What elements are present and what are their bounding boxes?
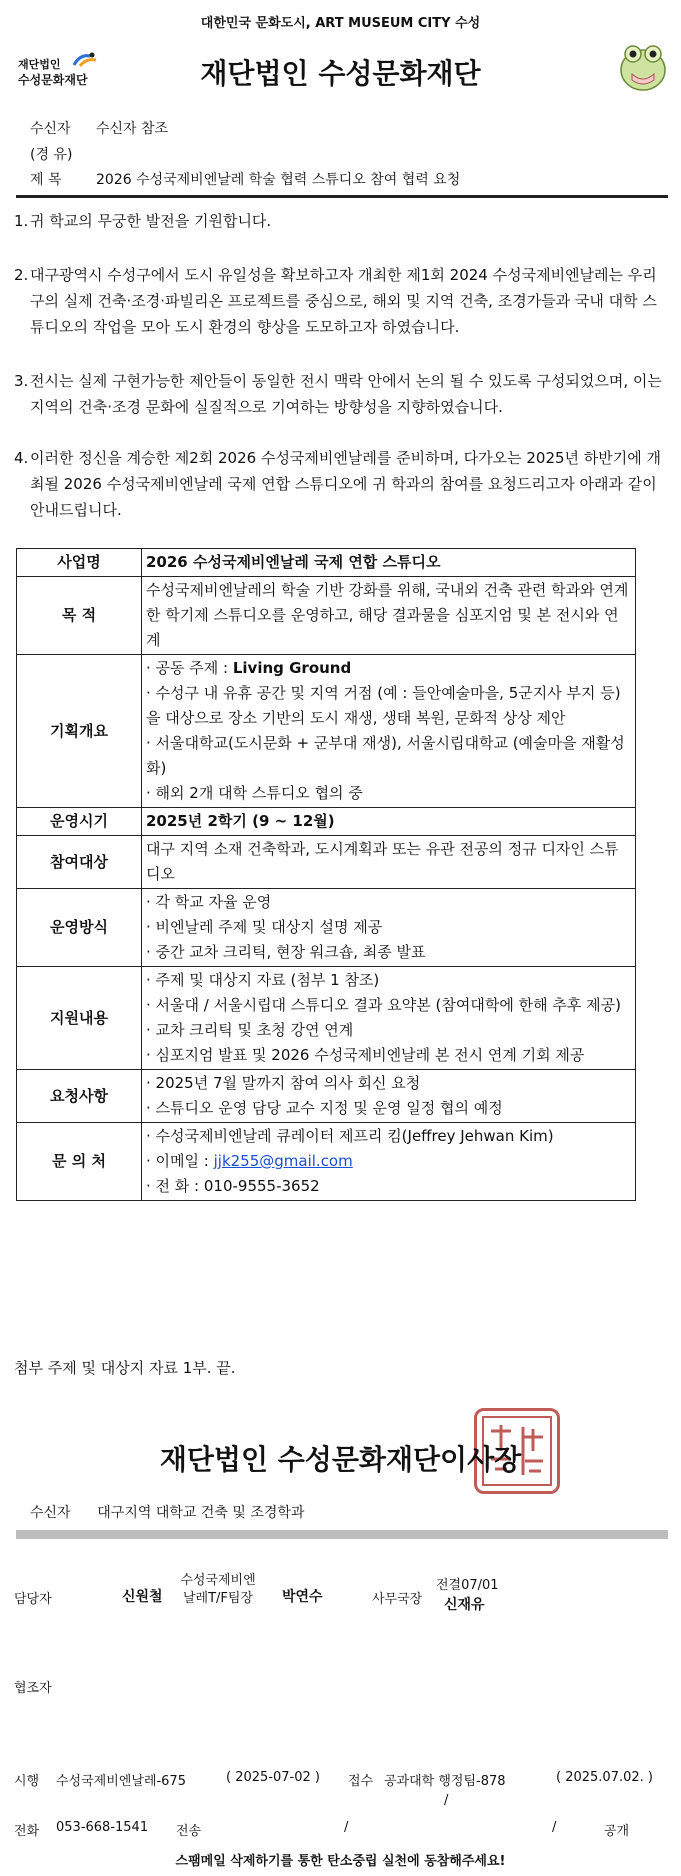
list-item: · 해외 2개 대학 스튜디오 협의 중	[146, 784, 363, 802]
list-item: · 수성국제비엔날레 큐레이터 제프리 킴(Jeffrey Jehwan Kim)	[146, 1127, 554, 1145]
receipt-number: 공과대학 행정팀-878	[384, 1774, 506, 1789]
list-item: · 중간 교차 크리틱, 현장 워크숍, 최종 발표	[146, 943, 426, 961]
period-label: 운영시기	[17, 808, 142, 836]
period-value: 2025년 2학기 (9 ~ 12월)	[142, 808, 636, 836]
campaign-note: 스팸메일 삭제하기를 통한 탄소중립 실천에 동참해주세요!	[175, 1854, 506, 1869]
doc-label: 시행	[14, 1774, 40, 1789]
list-item: · 전 화 : 010-9555-3652	[146, 1177, 320, 1195]
paragraph-2	[14, 262, 664, 340]
paragraph-number: 3.	[14, 372, 29, 390]
list-item: · 주제 및 대상지 자료 (첨부 1 참조)	[146, 971, 380, 989]
director-label: 사무국장	[372, 1592, 423, 1607]
public-label: 공개	[604, 1824, 630, 1839]
subject-value: 2026 수성국제비엔날레 학술 협력 스튜디오 참여 협력 요청	[96, 172, 461, 188]
paragraph-number: 1.	[14, 212, 29, 230]
slash: /	[444, 1793, 449, 1808]
list-item: · 심포지엄 발표 및 2026 수성국제비엔날레 본 전시 연계 기회 제공	[146, 1046, 585, 1064]
paragraph-text: 귀 학교의 무궁한 발전을 기원합니다.	[30, 212, 272, 230]
drafter-label: 담당자	[14, 1592, 52, 1607]
slash: /	[344, 1820, 349, 1835]
ceo-title: 재단법인 수성문화재단이사장	[159, 1443, 522, 1476]
table-row	[17, 549, 636, 577]
project-value: 2026 수성국제비엔날레 국제 연합 스튜디오	[142, 549, 636, 577]
project-label: 사업명	[17, 549, 142, 577]
director-note: 전결07/01	[436, 1578, 499, 1593]
paragraph-number: 4.	[14, 449, 29, 467]
logo-text-line2: 수성문화재단	[18, 73, 88, 87]
target-label: 참여대상	[17, 836, 142, 889]
attachment-note: 첨부 주제 및 대상지 자료 1부. 끝.	[14, 1359, 236, 1377]
doc-date: ( 2025-07-02 )	[226, 1770, 320, 1785]
list-item	[146, 656, 632, 681]
list-item: · 서울대학교(도시문화 + 군부대 재생), 서울시립대학교 (예술마을 재활성화)	[146, 734, 625, 777]
team-label	[178, 1572, 258, 1608]
plan-theme: Living Ground	[232, 659, 352, 677]
contact-label: 문 의 처	[17, 1123, 142, 1201]
slash: /	[552, 1820, 557, 1835]
list-item	[146, 1149, 632, 1174]
team-label-line1: 수성국제비엔	[180, 1573, 256, 1588]
method-value	[142, 889, 636, 967]
paragraph-text: 이러한 정신을 계승한 제2회 2026 수성국제비엔날레를 준비하며, 다가오는 2025년 하반기에 개최될 2026 수성국제비엔날레 국제 연합 스튜디오에 귀 학과의 참여를 요청드리고자 아래과 같이 안내드립니다.	[30, 449, 662, 519]
team-leader-name: 박연수	[282, 1589, 323, 1605]
request-label: 요청사항	[17, 1070, 142, 1123]
paragraph-number: 2.	[14, 266, 29, 284]
list-item: · 비엔날레 주제 및 대상지 설명 제공	[146, 918, 383, 936]
list-item: · 각 학교 자율 운영	[146, 893, 272, 911]
closing-recipient	[30, 1502, 304, 1522]
team-label-line2: 날레T/F팀장	[182, 1591, 254, 1606]
header-divider	[16, 195, 668, 198]
table-row	[17, 836, 636, 889]
plan-value	[142, 655, 636, 808]
request-value	[142, 1070, 636, 1123]
plan-item-text: · 공동 주제 :	[146, 659, 233, 677]
recipient-label: 수신자	[30, 121, 71, 137]
method-label: 운영방식	[17, 889, 142, 967]
project-table	[16, 548, 636, 1201]
table-row	[17, 1070, 636, 1123]
receipt-label: 접수	[348, 1774, 374, 1789]
org-title: 재단법인 수성문화재단	[200, 57, 481, 90]
director-name: 신재유	[444, 1597, 485, 1613]
purpose-value: 수성국제비엔날레의 학술 기반 강화를 위해, 국내외 건축 관련 학과와 연계한 학기제 스튜디오를 운영하고, 해당 결과물을 심포지엄 및 본 전시와 연계	[142, 577, 636, 655]
list-item: · 교차 크리틱 및 초청 강연 연계	[146, 1021, 354, 1039]
email-link[interactable]: jjk255@gmail.com	[213, 1152, 353, 1170]
support-label: 지원내용	[17, 967, 142, 1070]
list-item: · 2025년 7월 말까지 참여 의사 회신 요청	[146, 1074, 421, 1092]
list-item: · 수성구 내 유휴 공간 및 지역 거점 (예 : 들안예술마을, 5군지사 부지 등)을 대상으로 장소 기반의 도시 재생, 생태 복원, 문화적 상상 제안	[146, 684, 621, 727]
subject-label: 제 목	[30, 172, 62, 188]
phone-label: 전화	[14, 1824, 40, 1839]
doc-number: 수성국제비엔날레-675	[56, 1774, 186, 1789]
purpose-label: 목 적	[17, 577, 142, 655]
closing-recipient-label: 수신자	[30, 1505, 71, 1521]
table-row	[17, 577, 636, 655]
paragraph-4	[14, 445, 664, 523]
motto: 대한민국 문화도시, ART MUSEUM CITY 수성	[200, 16, 481, 31]
paragraph-3	[14, 368, 664, 420]
plan-label: 기획개요	[17, 655, 142, 808]
table-row	[17, 808, 636, 836]
fax-label: 전송	[176, 1824, 202, 1839]
phone-value: 053-668-1541	[56, 1820, 149, 1835]
logo-text-line1: 재단법인	[18, 58, 61, 71]
table-row	[17, 655, 636, 808]
paragraph-text: 대구광역시 수성구에서 도시 유일성을 확보하고자 개최한 제1회 2024 수성국제비엔날레는 우리 구의 실제 건축·조경·파빌리온 프로젝트를 중심으로, 해외 및 지역 건축, 조경가들과 국내 대학 스튜디오의 작업을 모아 도시 환경의 향상을 도모하고자 하였습니다.	[30, 266, 657, 336]
via-label: (경 유)	[30, 147, 73, 163]
list-item: · 스튜디오 운영 담당 교수 지정 및 운영 일정 협의 예정	[146, 1099, 503, 1117]
recipient-value: 수신자 참조	[96, 121, 169, 137]
table-row	[17, 889, 636, 967]
table-row	[17, 1123, 636, 1201]
email-label: · 이메일 :	[146, 1152, 214, 1170]
table-row	[17, 967, 636, 1070]
closing-divider	[16, 1530, 668, 1539]
receipt-date: ( 2025.07.02. )	[556, 1770, 653, 1785]
target-value: 대구 지역 소재 건축학과, 도시계획과 또는 유관 전공의 정규 디자인 스튜디오	[142, 836, 636, 889]
support-value	[142, 967, 636, 1070]
paragraph-1	[14, 208, 664, 234]
paragraph-text: 전시는 실제 구현가능한 제안들이 동일한 전시 맥락 안에서 논의 될 수 있도록 구성되었으며, 이는 지역의 건축·조경 문화에 실질적으로 기여하는 방향성을 지향하였습니다.	[30, 372, 662, 416]
cooperator-label: 협조자	[14, 1681, 52, 1696]
closing-recipient-value: 대구지역 대학교 건축 및 조경학과	[97, 1505, 305, 1521]
mascot-icon	[616, 40, 670, 94]
list-item: · 서울대 / 서울시립대 스튜디오 결과 요약본 (참여대학에 한해 추후 제공)	[146, 996, 621, 1014]
contact-value	[142, 1123, 636, 1201]
drafter-name: 신원철	[122, 1589, 163, 1605]
